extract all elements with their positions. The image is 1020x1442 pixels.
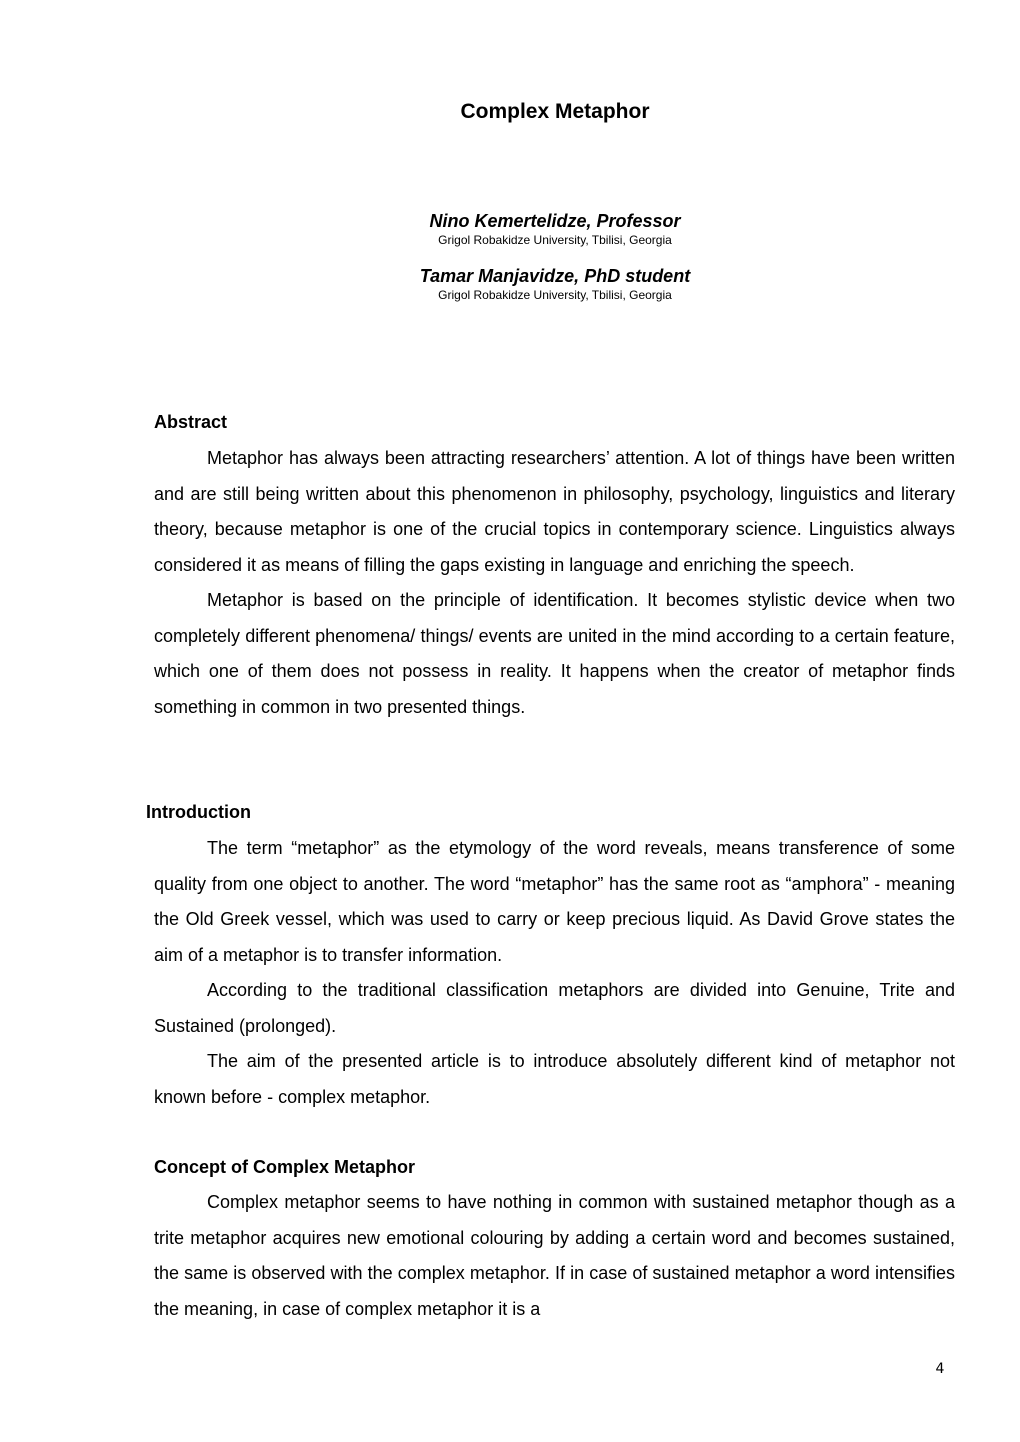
abstract-paragraph: Metaphor is based on the principle of identification. It becomes stylistic device when two completely different phenomena/ things/ events are united in the mind according to a certain feature, which one of them does not possess in reality. It happens when the creator of metaphor finds something in common in two presented things. xyxy=(154,590,955,717)
author-affiliation: Grigol Robakidze University, Tbilisi, Georgia xyxy=(438,233,672,247)
concept-heading: Concept of Complex Metaphor xyxy=(154,1157,416,1177)
introduction-paragraph: According to the traditional classification metaphors are divided into Genuine, Trite and Sustained (prolonged). xyxy=(154,980,955,1036)
author-name: Tamar Manjavidze, PhD student xyxy=(419,266,691,286)
author-1 xyxy=(0,209,1020,248)
introduction-heading: Introduction xyxy=(146,802,251,822)
author-name: Nino Kemertelidze, Professor xyxy=(429,211,681,231)
page-number: 4 xyxy=(935,1361,945,1377)
author-2 xyxy=(0,264,1020,303)
introduction-paragraph: The term “metaphor” as the etymology of the word reveals, means transference of some quality from one object to another. The word “metaphor” has the same root as “amphora” - meaning the Old Greek vessel, which was used to carry or keep precious liquid. As David Grove states the aim of a metaphor is to transfer information. xyxy=(154,838,955,965)
abstract-body xyxy=(154,441,955,725)
concept-body xyxy=(154,1185,955,1327)
concept-paragraph: Complex metaphor seems to have nothing in common with sustained metaphor though as a trite metaphor acquires new emotional colouring by adding a certain word and becomes sustained, the same is observed with the complex metaphor. If in case of sustained metaphor a word intensifies the meaning, in case of complex metaphor it is a xyxy=(154,1192,955,1319)
introduction-body xyxy=(154,831,955,1115)
paper-title: Complex Metaphor xyxy=(460,100,650,123)
introduction-paragraph: The aim of the presented article is to introduce absolutely different kind of metaphor not known before - complex metaphor. xyxy=(154,1051,955,1107)
author-affiliation: Grigol Robakidze University, Tbilisi, Georgia xyxy=(438,288,672,302)
abstract-heading: Abstract xyxy=(154,412,228,432)
abstract-paragraph: Metaphor has always been attracting researchers’ attention. A lot of things have been written and are still being written about this phenomenon in philosophy, psychology, linguistics and literary theory, because metaphor is one of the crucial topics in contemporary science. Linguistics always considered it as means of filling the gaps existing in language and enriching the speech. xyxy=(154,448,955,575)
